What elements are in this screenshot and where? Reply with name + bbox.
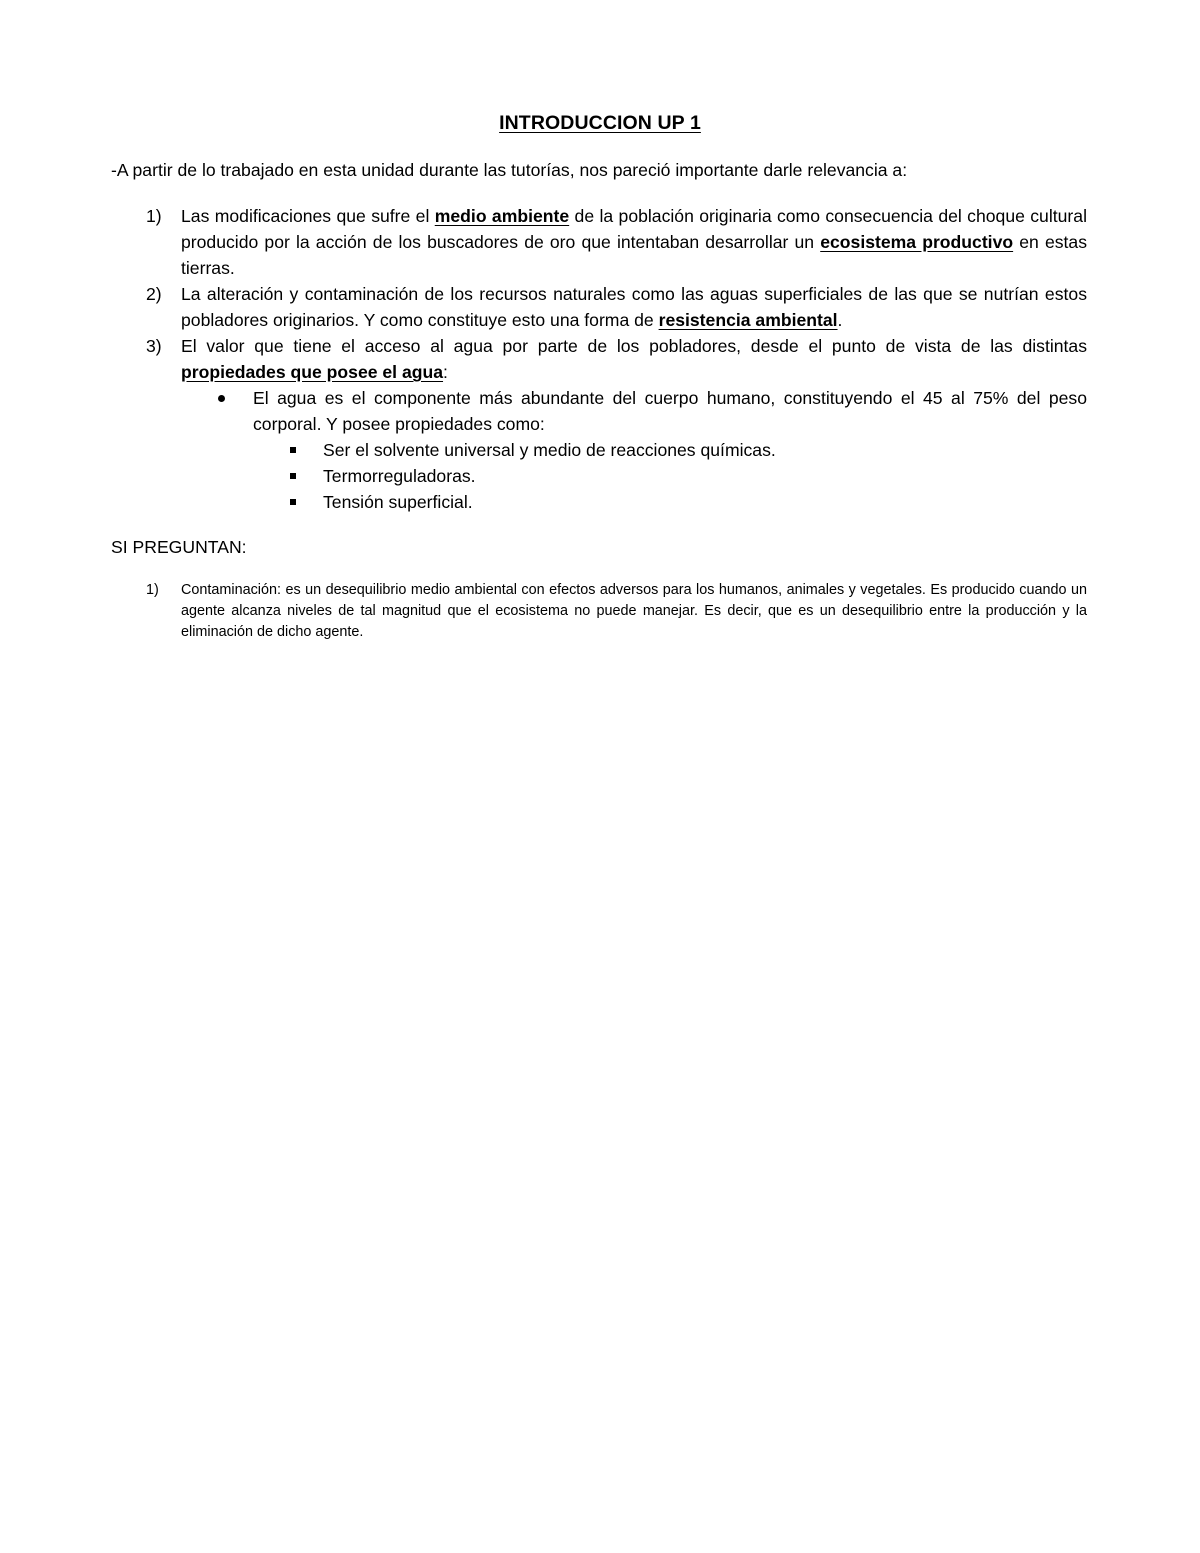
list-number: 1) (146, 582, 159, 598)
sub-list-text: Tensión superficial. (323, 492, 473, 512)
list-item-text: Las modificaciones que sufre el medio ambiente de la población originaria como consecuencia del choque cultural producido por la acción de los buscadores de oro que intentaban desarrollar un ecosistema productivo en estas tierras. (181, 206, 1087, 278)
section-heading: SI PREGUNTAN: (111, 537, 247, 557)
questions-list (111, 580, 1087, 643)
bullet-text: El agua es el componente más abundante del cuerpo humano, constituyendo el 45 al 75% del peso corporal. Y posee propiedades como: (253, 388, 1087, 434)
list-item-text: El valor que tiene el acceso al agua por parte de los pobladores, desde el punto de vista de las distintas propiedades que posee el agua: (181, 336, 1087, 382)
question-item-1 (111, 580, 1087, 643)
list-item-1 (111, 203, 1087, 281)
sub-list-text: Ser el solvente universal y medio de reacciones químicas. (323, 440, 776, 460)
list-item-2 (111, 281, 1087, 333)
highlight-resistencia-ambiental: resistencia ambiental (658, 310, 838, 330)
list-item-text: La alteración y contaminación de los recursos naturales como las aguas superficiales de las que se nutrían estos pobladores originarios. Y como constituye esto una forma de resistencia ambiental. (181, 284, 1087, 330)
sub-list-item (111, 437, 1087, 463)
highlight-propiedades-agua: propiedades que posee el agua (181, 362, 444, 382)
bullet-dot-icon (218, 395, 225, 402)
square-bullet-icon (290, 473, 296, 479)
question-text: Contaminación: es un desequilibrio medio ambiental con efectos adversos para los humanos, animales y vegetales. Es producido cuando un agente alcanza niveles de tal magnitud que el ecosistema no puede manejar. Es decir, que es un desequilibrio entre la producción y la eliminación de dicho agente. (181, 582, 1087, 640)
relevance-list (111, 203, 1087, 515)
list-number: 3) (146, 336, 162, 356)
intro-paragraph: -A partir de lo trabajado en esta unidad durante las tutorías, nos pareció importante darle relevancia a: (111, 160, 908, 180)
document-title: INTRODUCCION UP 1 (499, 112, 701, 134)
sub-list-item (111, 463, 1087, 489)
highlight-medio-ambiente: medio ambiente (434, 206, 570, 226)
square-bullet-icon (290, 447, 296, 453)
sub-list-item (111, 489, 1087, 515)
list-number: 1) (146, 206, 162, 226)
sub-list-text: Termorreguladoras. (323, 466, 476, 486)
bullet-item (111, 385, 1087, 437)
highlight-ecosistema-productivo: ecosistema productivo (820, 232, 1014, 252)
list-number: 2) (146, 284, 162, 304)
list-item-3 (111, 333, 1087, 515)
square-bullet-icon (290, 499, 296, 505)
